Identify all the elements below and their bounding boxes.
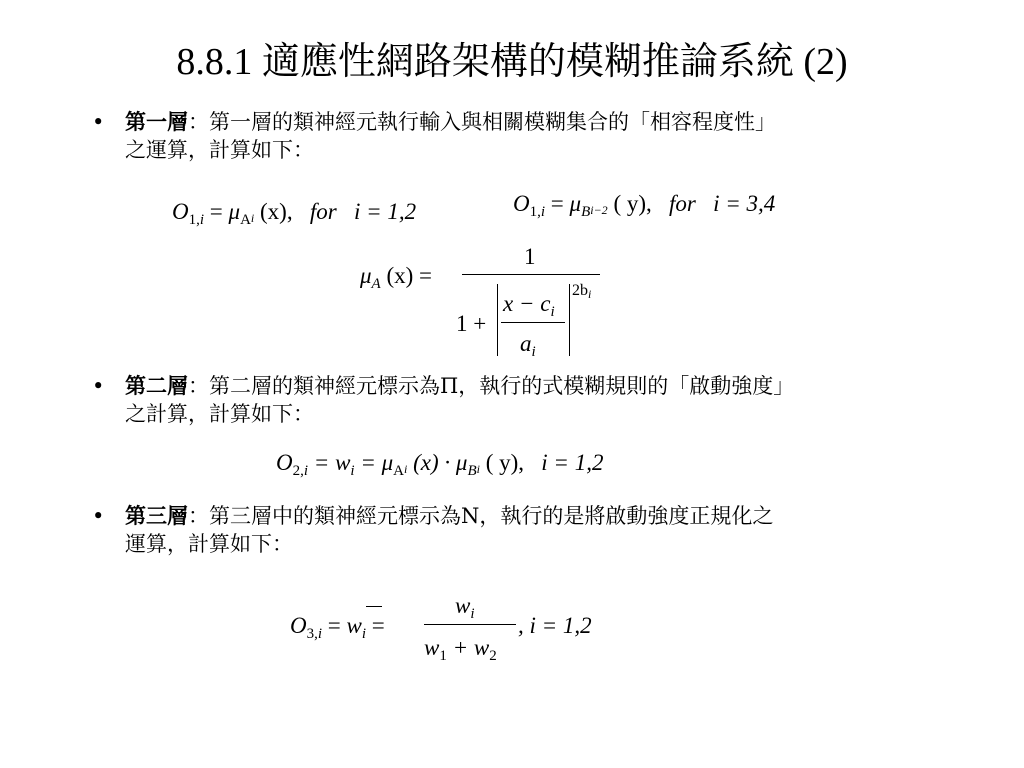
equation-o1-a: $O_{1,i} = \mu_Ai$ (x), for i = 1,2: [172, 199, 417, 228]
bullet-dot: •: [92, 110, 105, 134]
bullet-dot: •: [92, 504, 105, 528]
layer3-text-line1: ：第三層中的類神經元標示為N，執行的是將啟動強度正規化之: [188, 504, 774, 528]
equation-o2: $O_{2,i} = w_i = \mu_Ai$ $(x) \cdot \mu_Bi$ ( y), i = 1,2: [276, 450, 604, 479]
layer2-label: 第二層: [125, 373, 188, 398]
layer2-text-line2: 之計算，計算如下：: [125, 402, 314, 426]
layer3-label: 第三層: [125, 503, 188, 528]
equation-o1-b: $O_{1,i} = \mu_Bi-2$ ( y), for i = 3,4: [513, 191, 776, 220]
layer1-text-line2: 之運算，計算如下：: [125, 138, 314, 162]
layer1-text-line1: ：第一層的類神經元執行輸入與相關模糊集合的「相容程度性」: [188, 110, 776, 134]
bullet-dot: •: [92, 374, 105, 398]
layer3-text-line2: 運算，計算如下：: [125, 532, 293, 556]
layer1-label: 第一層: [125, 109, 188, 134]
layer2-text-line1: ：第二層的類神經元標示為Π，執行的式模糊規則的「啟動強度」: [188, 374, 795, 398]
slide-title: 8.8.1 適應性網路架構的模糊推論系統 (2): [176, 41, 848, 83]
